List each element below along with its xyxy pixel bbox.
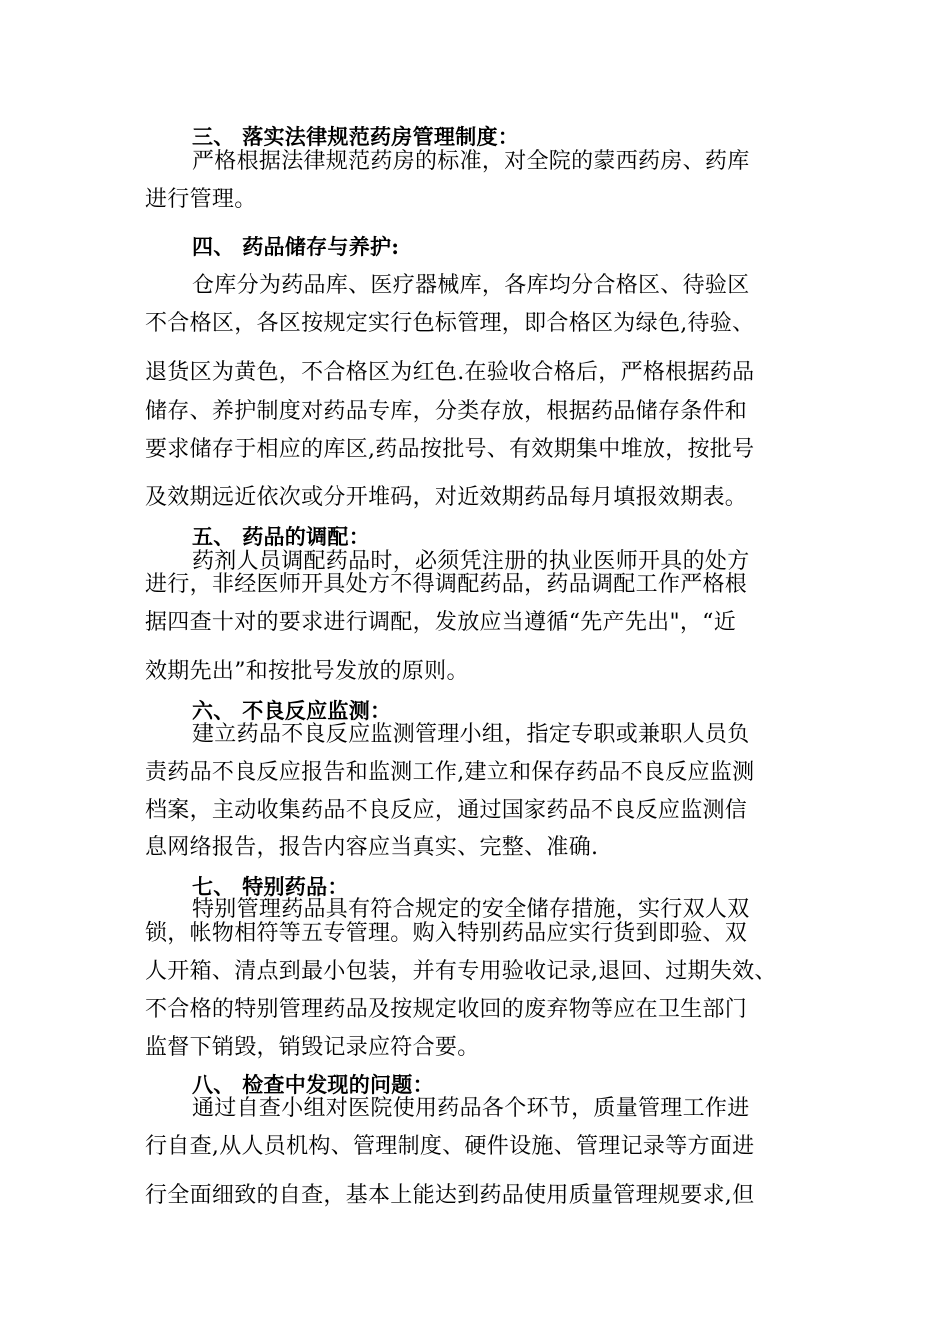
section-heading-3: 三、 落实法律规范药房管理制度： xyxy=(192,124,520,149)
paragraph-line: 储存、养护制度对药品专库，分类存放，根据药品储存条件和 xyxy=(145,399,748,424)
paragraph-line: 据四查十对的要求进行调配，发放应当遵循“先产先出"，“近 xyxy=(145,610,737,635)
paragraph-line: 要求储存于相应的库区,药品按批号、有效期集中堆放，按批号 xyxy=(145,437,755,462)
section-heading-6: 六、 不良反应监测： xyxy=(192,698,392,723)
section-heading-5: 五、 药品的调配： xyxy=(192,524,371,549)
section-heading-8: 八、 检查中发现的问题： xyxy=(192,1072,434,1097)
paragraph-line: 仓库分为药品库、医疗器械库，各库均分合格区、待验区 xyxy=(192,273,750,298)
paragraph-line: 人开箱、清点到最小包装，并有专用验收记录,退回、过期失效、 xyxy=(145,959,777,984)
paragraph-line: 退货区为黄色，不合格区为红色.在验收合格后，严格根据药品 xyxy=(145,360,755,385)
paragraph-line: 进行管理。 xyxy=(145,187,257,212)
paragraph-line: 锁，帐物相符等五专管理。购入特别药品应实行货到即验、双 xyxy=(145,921,748,946)
paragraph-line: 档案，主动收集药品不良反应，通过国家药品不良反应监测信 xyxy=(145,798,748,823)
paragraph-line: 特别管理药品具有符合规定的安全储存措施，实行双人双 xyxy=(192,897,750,922)
paragraph-line: 行自查,从人员机构、管理制度、硬件设施、管理记录等方面进 xyxy=(145,1134,755,1159)
paragraph-line: 及效期远近依次或分开堆码，对近效期药品每月填报效期表。 xyxy=(145,485,748,510)
paragraph-line: 建立药品不良反应监测管理小组，指定专职或兼职人员负 xyxy=(192,722,750,747)
paragraph-line: 责药品不良反应报告和监测工作,建立和保存药品不良反应监测 xyxy=(145,760,755,785)
paragraph-line: 严格根据法律规范药房的标准，对全院的蒙西药房、药库 xyxy=(192,149,750,174)
paragraph-line: 行全面细致的自查，基本上能达到药品使用质量管理规要求,但 xyxy=(145,1183,755,1208)
paragraph-line: 监督下销毁，销毁记录应符合要。 xyxy=(145,1035,480,1060)
paragraph-line: 效期先出”和按批号发放的原则。 xyxy=(145,659,469,684)
paragraph-line: 进行，非经医师开具处方不得调配药品，药品调配工作严格根 xyxy=(145,572,748,597)
paragraph-line: 息网络报告，报告内容应当真实、完整、准确. xyxy=(145,835,599,860)
section-heading-7: 七、 特别药品： xyxy=(192,874,349,899)
paragraph-line: 通过自查小组对医院使用药品各个环节，质量管理工作进 xyxy=(192,1096,750,1121)
paragraph-line: 不合格的特别管理药品及按规定收回的废弃物等应在卫生部门 xyxy=(145,997,748,1022)
section-heading-4: 四、 药品储存与养护: xyxy=(192,234,400,259)
paragraph-line: 不合格区，各区按规定实行色标管理，即合格区为绿色,待验、 xyxy=(145,311,755,336)
paragraph-line: 药剂人员调配药品时，必须凭注册的执业医师开具的处方 xyxy=(192,549,750,574)
